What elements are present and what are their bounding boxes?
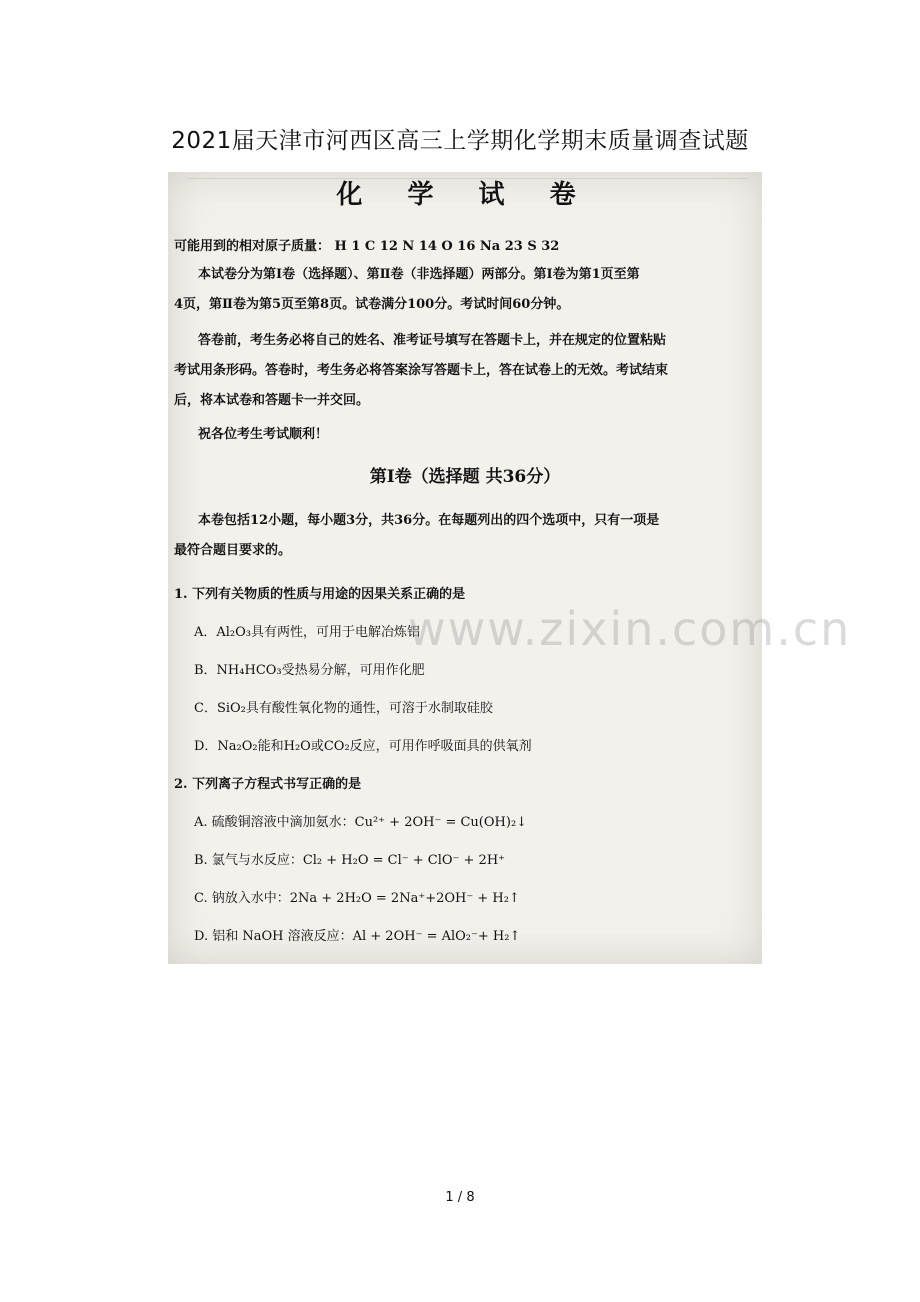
notice-line-2: 考试用条形码。答卷时，考生务必将答案涂写答题卡上，答在试卷上的无效。考试结束 <box>174 363 669 378</box>
question-1-option-a: A．Al₂O₃具有两性，可用于电解冶炼铝 <box>194 625 421 640</box>
question-2-option-d: D. 铝和 NaOH 溶液反应：Al + 2OH⁻ = AlO₂⁻+ H₂↑ <box>194 929 521 944</box>
exam-heading: 化 学 试 卷 <box>336 180 594 210</box>
notice-line-3: 后，将本试卷和答题卡一并交回。 <box>174 393 370 408</box>
question-1-option-b: B．NH₄HCO₃受热易分解，可用作化肥 <box>194 663 425 678</box>
scanned-exam-page <box>168 172 852 964</box>
question-1-stem: 1. 下列有关物质的性质与用途的因果关系正确的是 <box>174 587 466 602</box>
page-number: 1 / 8 <box>445 1190 475 1205</box>
question-1-option-d: D．Na₂O₂能和H₂O或CO₂反应，可用作呼吸面具的供氧剂 <box>194 739 532 754</box>
section-title: 第Ⅰ卷（选择题 共36分） <box>369 467 561 487</box>
document-title: 2021届天津市河西区高三上学期化学期末质量调查试题 <box>171 128 749 154</box>
intro-line-2: 4页，第Ⅱ卷为第5页至第8页。试卷满分100分。考试时间60分钟。 <box>174 297 570 312</box>
question-2-option-a: A. 硫酸铜溶液中滴加氨水：Cu²⁺ + 2OH⁻ = Cu(OH)₂↓ <box>194 815 528 830</box>
question-2-option-b: B. 氯气与水反应：Cl₂ + H₂O = Cl⁻ + ClO⁻ + 2H⁺ <box>194 853 506 868</box>
question-2-stem: 2. 下列离子方程式书写正确的是 <box>174 777 362 792</box>
question-1-option-c: C．SiO₂具有酸性氧化物的通性，可溶于水制取硅胶 <box>194 701 493 716</box>
section-desc-2: 最符合题目要求的。 <box>174 543 292 558</box>
notice-line-1: 答卷前，考生务必将自己的姓名、准考证号填写在答题卡上，并在规定的位置粘贴 <box>198 333 667 348</box>
atomic-masses: 可能用到的相对原子质量： H 1 C 12 N 14 O 16 Na 23 S 32 <box>174 239 560 254</box>
section-desc-1: 本卷包括12小题，每小题3分，共36分。在每题列出的四个选项中，只有一项是 <box>198 513 660 528</box>
wish-line: 祝各位考生考试顺利！ <box>198 427 329 442</box>
intro-line-1: 本试卷分为第Ⅰ卷（选择题）、第Ⅱ卷（非选择题）两部分。第Ⅰ卷为第1页至第 <box>198 267 640 282</box>
watermark: www.zixin.com.cn <box>408 602 852 656</box>
question-2-option-c: C. 钠放入水中：2Na + 2H₂O = 2Na⁺+2OH⁻ + H₂↑ <box>194 891 520 906</box>
